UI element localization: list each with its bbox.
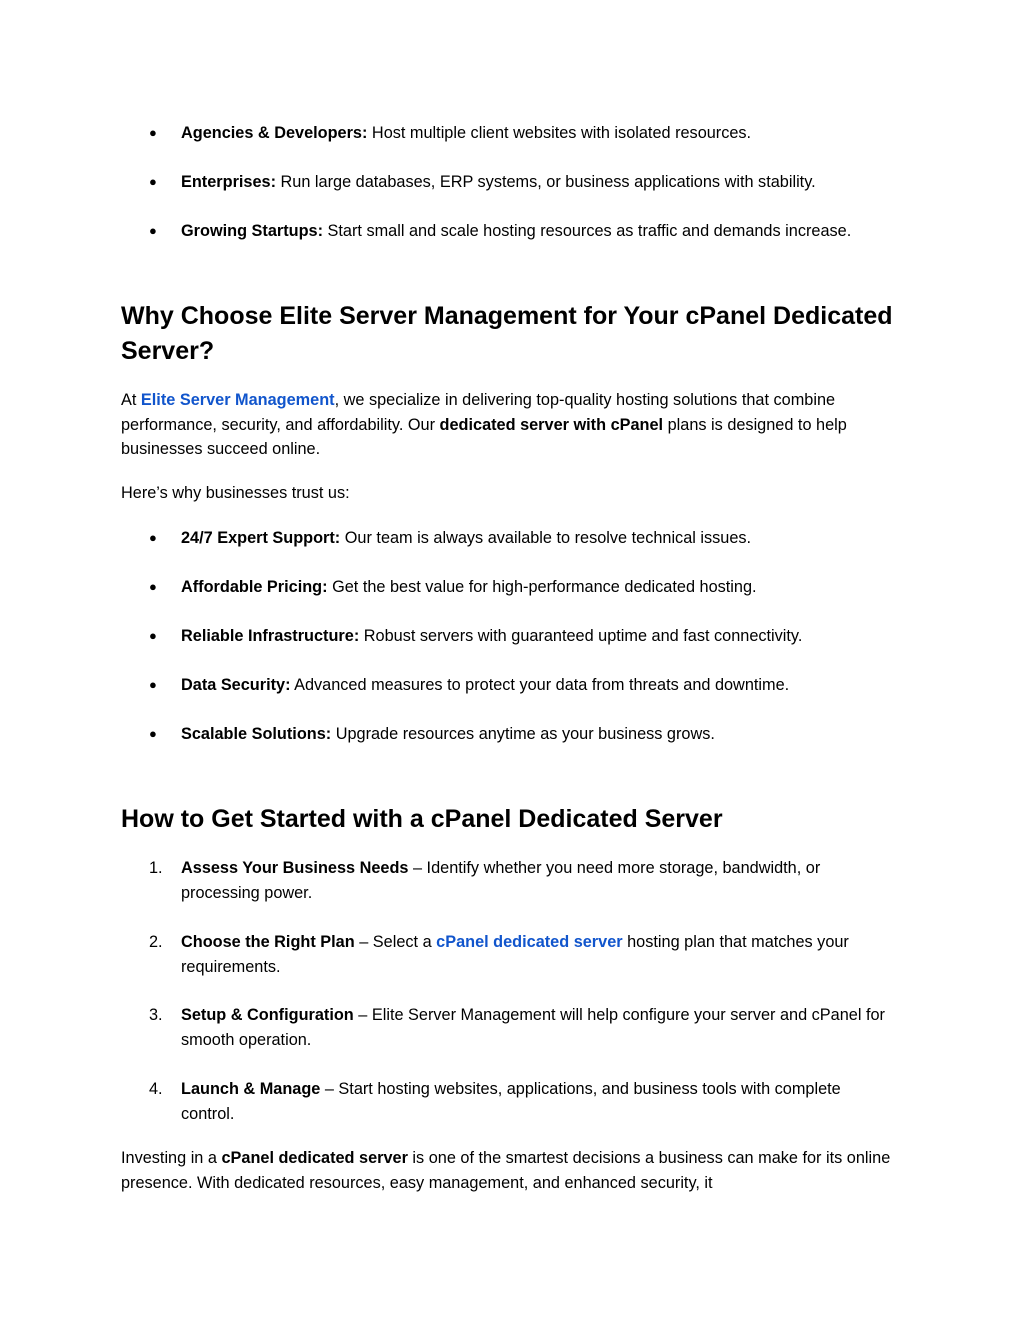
- list-item: 2. Choose the Right Plan – Select a cPanel dedicated server hosting plan that matches your requirements.: [149, 933, 849, 976]
- list-item: ● Enterprises: Run large databases, ERP systems, or business applications with stability.: [181, 170, 896, 195]
- list-item: ● Scalable Solutions: Upgrade resources anytime as your business grows.: [181, 722, 896, 747]
- list-item: ● Agencies & Developers: Host multiple client websites with isolated resources.: [181, 121, 896, 146]
- list-item: ● Affordable Pricing: Get the best value for high-performance dedicated hosting.: [181, 575, 896, 600]
- bullet-icon: ●: [149, 726, 157, 741]
- list-item: 1. Assess Your Business Needs – Identify whether you need more storage, bandwidth, or processing power.: [149, 859, 821, 902]
- cpanel-dedicated-server-link[interactable]: cPanel dedicated server: [436, 933, 623, 951]
- list-item: ● Reliable Infrastructure: Robust servers with guaranteed uptime and fast connectivity.: [181, 624, 896, 649]
- bullet-icon: ●: [149, 174, 157, 189]
- list-item: 4. Launch & Manage – Start hosting websites, applications, and business tools with complete control.: [149, 1080, 841, 1123]
- bullet-icon: ●: [149, 530, 157, 545]
- list-item: ● Growing Startups: Start small and scale hosting resources as traffic and demands increase.: [181, 219, 861, 244]
- intro-paragraph: At Elite Server Management, we specialize in delivering top-quality hosting solutions that combine performance, security, and affordability. Our dedicated server with cPanel plans is designed to help businesses succeed online.: [121, 391, 847, 458]
- trust-intro: Here’s why businesses trust us:: [121, 484, 350, 502]
- list-item: 3. Setup & Configuration – Elite Server Management will help configure your server and cPanel for smooth operation.: [149, 1006, 885, 1049]
- closing-paragraph: Investing in a cPanel dedicated server is one of the smartest decisions a business can make for its online presence. With dedicated resources, easy management, and enhanced security, it: [121, 1149, 891, 1192]
- bullet-icon: ●: [149, 677, 157, 692]
- bullet-icon: ●: [149, 579, 157, 594]
- bullet-icon: ●: [149, 628, 157, 643]
- section-heading-why-choose: Why Choose Elite Server Management for Your cPanel Dedicated Server?: [121, 302, 893, 365]
- elite-server-management-link[interactable]: Elite Server Management: [140, 391, 335, 409]
- section-heading-get-started: How to Get Started with a cPanel Dedicated Server: [121, 805, 723, 833]
- list-item: ● Data Security: Advanced measures to protect your data from threats and downtime.: [181, 673, 896, 698]
- bullet-icon: ●: [149, 223, 157, 238]
- bullet-icon: ●: [149, 125, 157, 140]
- list-item: ● 24/7 Expert Support: Our team is always available to resolve technical issues.: [181, 526, 896, 551]
